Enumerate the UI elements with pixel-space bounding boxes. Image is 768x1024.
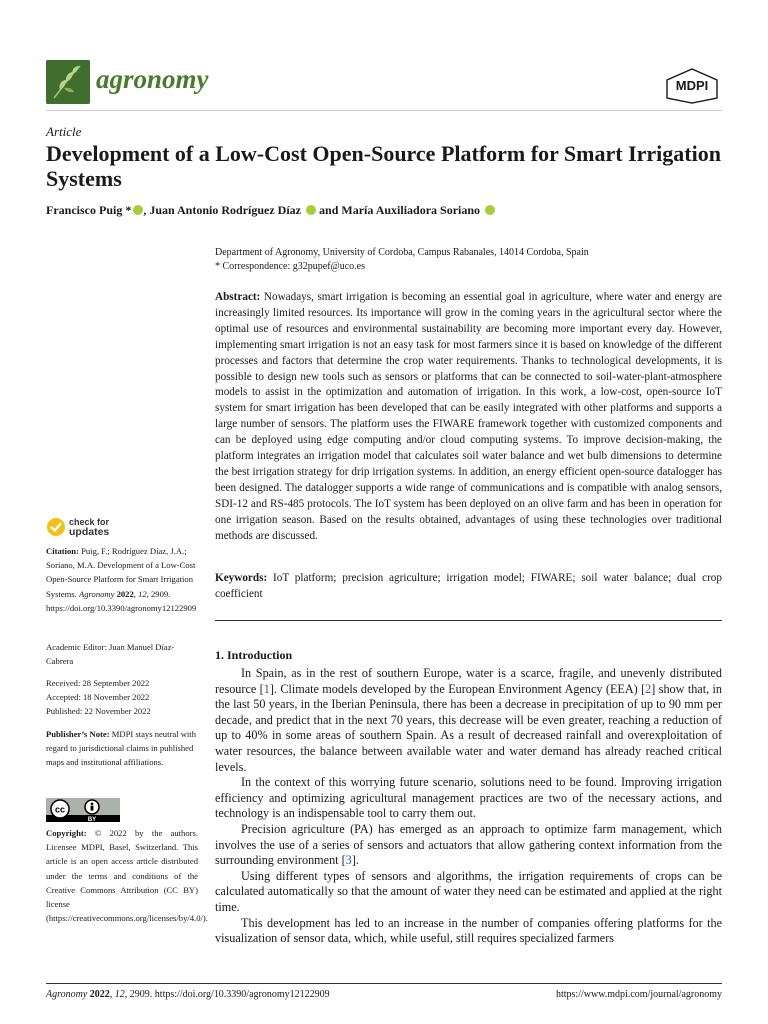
footer-citation: Agronomy 2022, 12, 2909. https://doi.org/10.3390/agronomy12122909 <box>46 989 330 1000</box>
orcid-icon[interactable] <box>485 205 495 215</box>
keywords <box>215 571 722 603</box>
header-divider <box>46 110 722 111</box>
reference-link[interactable]: 3 <box>345 853 352 868</box>
cc-by-license-icon[interactable] <box>46 798 120 822</box>
abstract-text: Nowadays, smart irrigation is becoming an essential goal in agriculture, where water and energy are increasingly limited resources. Its importance will grow in the coming years in the agricultural sector where the optimal use of resources and environmental sustainability are becoming more important every day. However, implementing smart irrigation is not an easy task for most farmers since it is based on knowledge of the different processes and factors that determine the crop water requirements. Thanks to technological developments, it is possible to design new tools such as sensors or platforms that can be connected to soil-water-plant-atmosphere models to assist in the optimization and automation of irrigation. In this work, a low-cost, open-source IoT system for smart irrigation has been developed that can be easily integrated with other platforms and supports a large number of sensors. The platform uses the FIWARE framework together with customized components and can be deployed using edge computing and/or cloud computing systems. To improve decision-making, the platform integrates an irrigation model that calculates soil water balance and wet bulb dimensions to determine the best irrigation strategy for drip irrigation systems. In addition, an energy efficient open-source datalogger has been designed. The datalogger supports a wide range of communications and is compatible with analog sensors, SDI-12 and RS-485 protocols. The IoT system has been deployed on an olive farm and has been in operation for one irrigation season. Based on the results obtained, advantages of using these technologies over traditional methods are discussed. <box>215 291 722 542</box>
cc-by-label: BY <box>87 817 97 822</box>
affiliation-block <box>215 246 715 274</box>
dates-block <box>46 676 198 719</box>
accepted-date: Accepted: 18 November 2022 <box>46 692 150 703</box>
copyright-block: Copyright: © 2022 by the authors. Licensee MDPI, Basel, Switzerland. This article is an open access article distributed under the terms and conditions of the Creative Commons Attribution (CC BY) license (https://creativecommons.org/licenses/by/4.0/). <box>46 828 208 924</box>
wheat-leaf-icon <box>46 60 90 104</box>
author-name[interactable]: Francisco Puig * <box>46 203 132 217</box>
abstract <box>215 290 722 545</box>
received-date: Received: 28 September 2022 <box>46 678 150 688</box>
check-for-updates-icon[interactable] <box>46 517 66 537</box>
doi-link[interactable]: , 2909. https://doi.org/10.3390/agronomy12122909 <box>124 989 330 1000</box>
paragraph: This development has led to an increase in the number of companies offering platforms for the visualization of sensor data, which, while useful, still requires specialized farmers <box>215 915 722 946</box>
orcid-icon[interactable] <box>133 205 143 215</box>
correspondence[interactable]: * Correspondence: g32pupef@uco.es <box>215 261 365 272</box>
journal-logo <box>46 60 90 104</box>
keywords-text: IoT platform; precision agriculture; irrigation model; FIWARE; soil water balance; dual crop coefficient <box>215 572 722 600</box>
orcid-icon[interactable] <box>306 205 316 215</box>
paragraph: In Spain, as in the rest of southern Europe, water is a scarce, fragile, and unevenly distributed resource [1]. Climate models developed by the European Environment Agency (EEA) [2] show that, in the last 50 years, in the Iberian Peninsula, there has been a decrease in precipitation of up to 90 mm per decade, and predict that in the next 70 years, this decrease will be even greater, reaching a reduction of up to 40% in some areas of southern Spain. As a result of decreased rainfall and overexploitation of water resources, the balance between available water and water demand has already reached critical levels. <box>215 666 723 774</box>
article-type: Article <box>46 124 82 139</box>
keywords-label: Keywords: <box>215 572 268 584</box>
check-for-updates-label[interactable]: check for updates <box>69 517 110 538</box>
paragraph: In the context of this worrying future scenario, solutions need to be found. Improving irrigation efficiency and optimizing agricultural management practices are two of the necessary actions, and technology is an indispensable tool to carry them out. <box>215 775 722 821</box>
abstract-label: Abstract: <box>215 291 261 303</box>
doi-link[interactable]: , 2909. https://doi.org/10.3390/agronomy12122909 <box>46 588 197 613</box>
reference-link[interactable]: 2 <box>645 681 652 696</box>
section-heading: 1. Introduction <box>215 648 293 662</box>
footer-divider <box>46 983 722 984</box>
publisher-name: MDPI <box>675 78 709 93</box>
reference-link[interactable]: 1 <box>263 681 270 696</box>
paragraph: Precision agriculture (PA) has emerged as an approach to optimize farm management, which involves the use of a series of sensors and actuators that allow gathering context information from the surrounding environment [3]. <box>215 821 722 868</box>
author-name[interactable]: , Juan Antonio Rodríguez Díaz <box>143 203 302 217</box>
citation-block: Citation: Puig, F.; Rodríguez Díaz, J.A.; Soriano, M.A. Development of a Low-Cost Open-Source Platform for Smart Irrigation Systems. Agronomy 2022, 12, 2909. https://doi.org/10.3390/agronomy12122909 <box>46 546 197 613</box>
author-list <box>46 203 726 218</box>
journal-name: agronomy <box>96 64 209 94</box>
published-date: Published: 22 November 2022 <box>46 706 151 717</box>
academic-editor: Academic Editor: Juan Manuel Díaz-Cabrera <box>46 642 175 667</box>
intro-text <box>215 666 722 947</box>
section-divider <box>215 620 722 621</box>
affiliation: Department of Agronomy, University of Cordoba, Campus Rabanales, 14014 Cordoba, Spain <box>215 247 589 258</box>
journal-url[interactable]: https://www.mdpi.com/journal/agronomy <box>555 989 722 1000</box>
publisher-note: Publisher’s Note: MDPI stays neutral with regard to jurisdictional claims in published maps and institutional affiliations. <box>46 729 196 768</box>
citation-label: Citation: <box>46 546 79 556</box>
paragraph: Using different types of sensors and algorithms, the irrigation requirements of crops can be calculated automatically so that the amount of water they need can be estimated and applied at the right time. <box>215 868 722 914</box>
author-name[interactable]: and María Auxiliadora Soriano <box>316 203 481 217</box>
article-title: Development of a Low-Cost Open-Source Platform for Smart Irrigation Systems <box>46 141 721 191</box>
svg-text:cc: cc <box>54 804 66 815</box>
